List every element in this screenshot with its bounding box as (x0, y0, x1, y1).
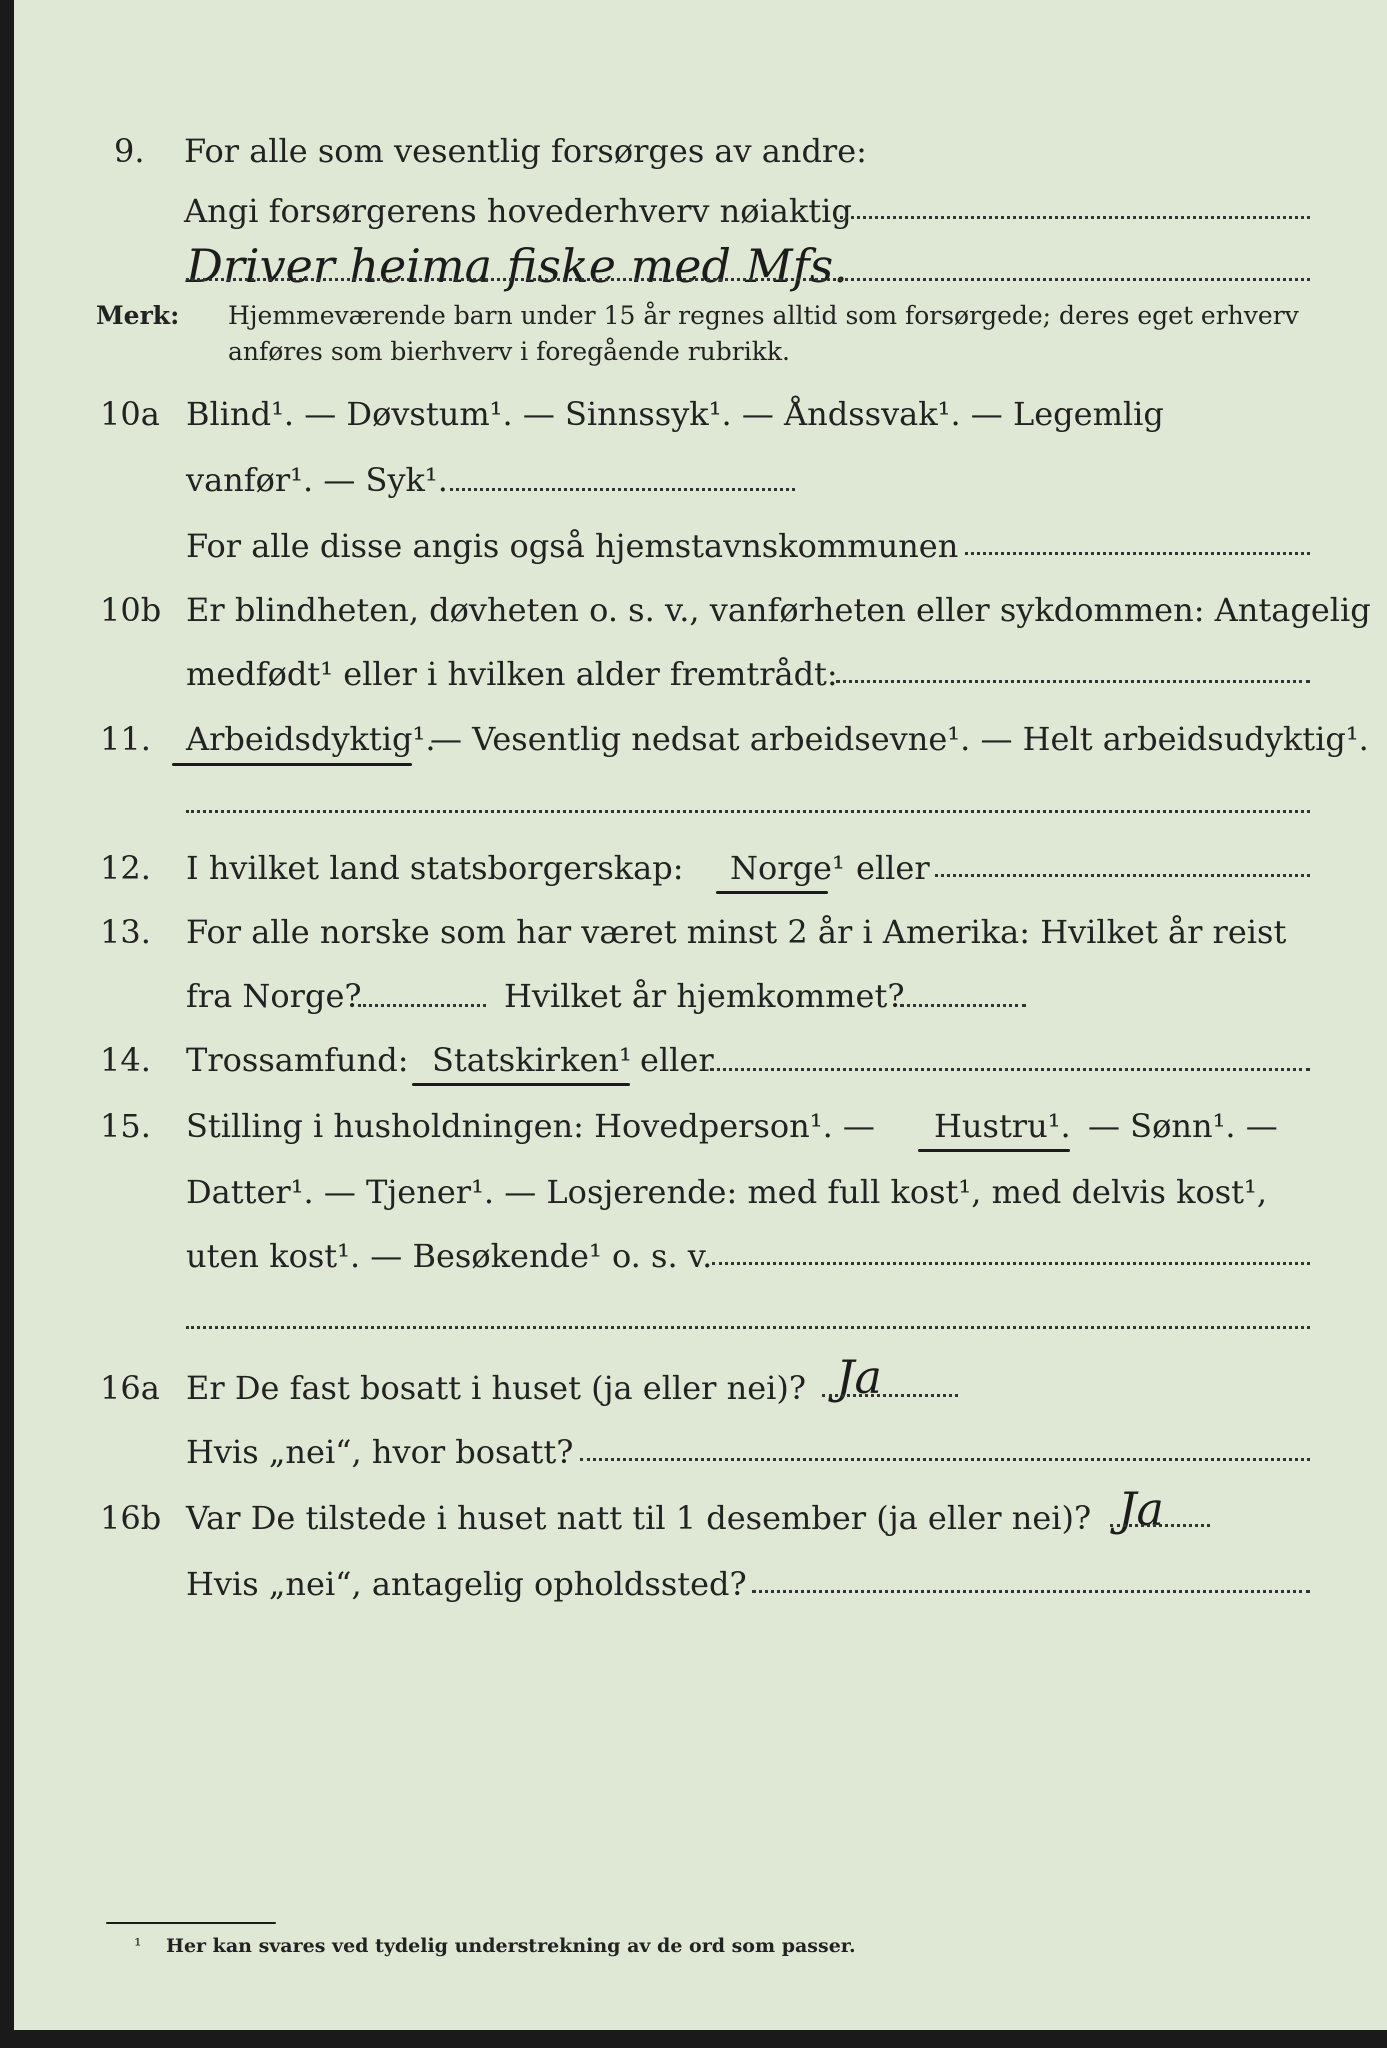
q16a-number: 16a (100, 1369, 160, 1407)
q15-line-1c: — Sønn¹. — (1088, 1107, 1278, 1145)
q16a-answer[interactable]: Ja (836, 1350, 882, 1404)
q16b-answer-line (1110, 1524, 1210, 1527)
q14-underline (412, 1083, 630, 1086)
merk-label: Merk: (96, 301, 180, 330)
q15-line-2: Datter¹. — Tjener¹. — Losjerende: med full kost¹, med delvis kost¹, (186, 1173, 1268, 1211)
q12-option-norge[interactable]: Norge¹ (730, 849, 845, 887)
merk-line-2: anføres som bierhverv i foregående rubrikk. (228, 337, 790, 366)
q9-answer-line (186, 278, 1310, 281)
q16a-line-1: Er De fast bosatt i huset (ja eller nei)? (186, 1369, 807, 1407)
scan-edge-left (0, 0, 14, 2048)
q12-underline (716, 891, 828, 894)
q15-answer-line (186, 1326, 1310, 1329)
q16b-answer[interactable]: Ja (1118, 1482, 1164, 1536)
q10b-line-2: medfødt¹ eller i hvilken alder fremtrådt: (186, 655, 838, 693)
q14-line (710, 1068, 1310, 1071)
q15-line-3: uten kost¹. — Besøkende¹ o. s. v. (186, 1237, 713, 1275)
q11-answer-line (186, 810, 1310, 813)
q16a-line-2-dots (580, 1458, 1310, 1461)
q11-rest: — Vesentlig nedsat arbeidsevne¹. — Helt arbeidsudyktig¹. (430, 720, 1369, 758)
q10a-line-3-dots (965, 552, 1310, 555)
q9-prompt-line (840, 216, 1310, 219)
q10a-line-3: For alle disse angis også hjemstavnskommunen (186, 527, 959, 565)
q15-line-1a: Stilling i husholdningen: Hovedperson¹. — (186, 1107, 875, 1145)
q10a-line-2: vanfør¹. — Syk¹. (186, 461, 448, 499)
q10b-line-1: Er blindheten, døvheten o. s. v., vanførheten eller sykdommen: Antagelig (186, 591, 1371, 629)
q12-line (935, 874, 1310, 877)
q15-number: 15. (100, 1107, 151, 1145)
q16b-line-1: Var De tilstede i huset natt til 1 desember (ja eller nei)? (186, 1499, 1092, 1537)
q12-suffix: eller (856, 849, 930, 887)
q13-number: 13. (100, 913, 151, 951)
q16a-answer-line (822, 1394, 958, 1397)
q13-reist-line (358, 1004, 486, 1007)
q16a-line-2: Hvis „nei“, hvor bosatt? (186, 1433, 574, 1471)
q13-line-2a: fra Norge? (186, 977, 362, 1015)
q10b-number: 10b (100, 591, 162, 629)
q9-number: 9. (114, 132, 145, 170)
q11-option-arbeidsdyktig[interactable]: Arbeidsdyktig¹. (186, 720, 436, 758)
q10b-line-2-dots (836, 680, 1310, 683)
q15-line-3-dots (712, 1262, 1310, 1265)
q14-number: 14. (100, 1041, 151, 1079)
q15-underline (918, 1149, 1070, 1152)
q16b-line-2: Hvis „nei“, antagelig opholdssted? (186, 1565, 747, 1603)
q13-hjemkommet-line (900, 1004, 1026, 1007)
q16b-number: 16b (100, 1499, 162, 1537)
q14-suffix: eller (640, 1041, 714, 1079)
scan-edge-bottom (0, 2030, 1387, 2048)
q10a-line-1: Blind¹. — Døvstum¹. — Sinnssyk¹. — Åndssvak¹. — Legemlig (186, 395, 1164, 433)
footnote-text: Her kan svares ved tydelig understrekning av de ord som passer. (166, 1935, 856, 1957)
q11-underline (172, 763, 412, 766)
q10a-number: 10a (100, 395, 160, 433)
q11-number: 11. (100, 720, 151, 758)
q10a-line-2-dots (450, 488, 795, 491)
q12-prefix: I hvilket land statsborgerskap: (186, 849, 684, 887)
footnote-mark: ¹ (134, 1935, 142, 1957)
q9-prompt: Angi forsørgerens hovederhverv nøiaktig (184, 192, 852, 230)
q13-line-1: For alle norske som har været minst 2 år i Amerika: Hvilket år reist (186, 913, 1287, 951)
q13-line-2b: Hvilket år hjemkommet? (504, 977, 905, 1015)
q9-answer[interactable]: Driver heima fiske med Mfs. (186, 239, 848, 293)
q16b-line-2-dots (752, 1590, 1310, 1593)
footnote-rule (106, 1922, 276, 1924)
q15-option-hustru[interactable]: Hustru¹. (934, 1107, 1071, 1145)
q9-title: For alle som vesentlig forsørges av andre: (184, 132, 867, 170)
q14-option-statskirken[interactable]: Statskirken¹ (432, 1041, 632, 1079)
merk-line-1: Hjemmeværende barn under 15 år regnes alltid som forsørgede; deres eget erhverv (228, 301, 1299, 330)
q14-prefix: Trossamfund: (186, 1041, 409, 1079)
q12-number: 12. (100, 849, 151, 887)
